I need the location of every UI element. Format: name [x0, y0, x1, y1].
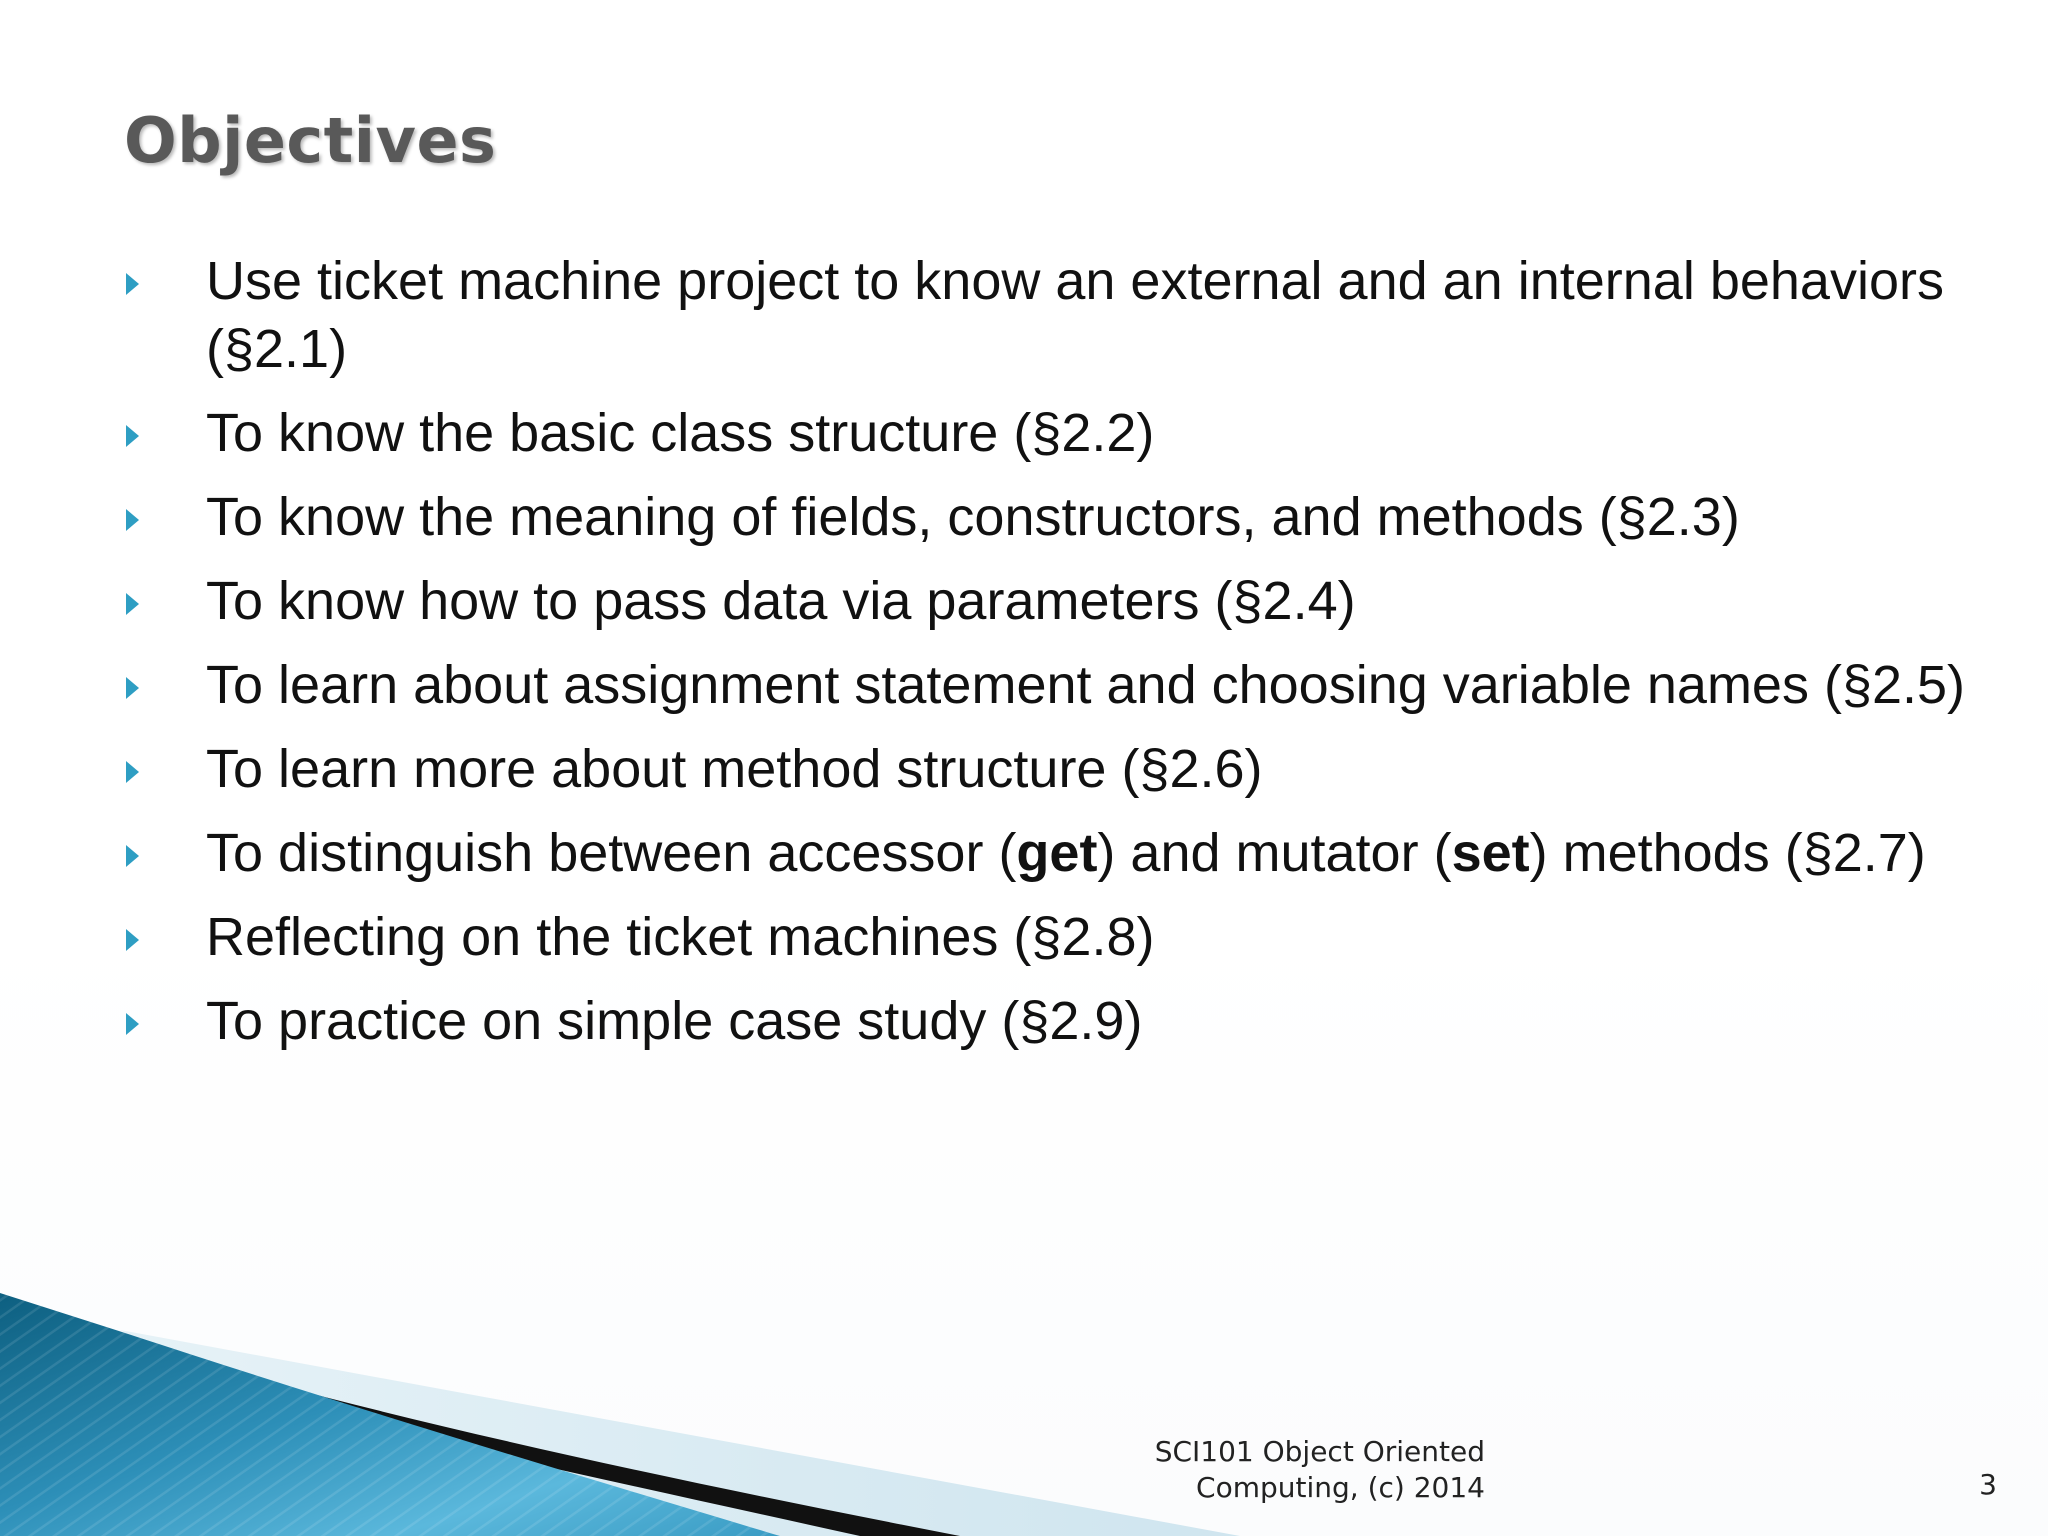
text-run: ) and mutator (: [1097, 823, 1452, 883]
triangle-right-icon: [126, 903, 206, 971]
text-run: ) methods (§2.7): [1529, 823, 1926, 883]
bullet-text: [206, 987, 1976, 1055]
list-item: [126, 483, 1976, 551]
list-item: [126, 247, 1976, 383]
footer-line-1: SCI101 Object Oriented: [1154, 1435, 1485, 1468]
text-run: Use ticket machine project to know an external and an internal behaviors (§2.1): [206, 251, 1944, 379]
text-run: To learn more about method structure (§2.6): [206, 739, 1263, 799]
list-item: [126, 987, 1976, 1055]
triangle-right-icon: [126, 987, 206, 1055]
text-run: To know the basic class structure (§2.2): [206, 403, 1155, 463]
triangle-right-icon: [126, 735, 206, 803]
list-item: [126, 567, 1976, 635]
bullet-text: [206, 651, 1976, 719]
list-item: [126, 399, 1976, 467]
objectives-list: [126, 247, 1976, 1071]
bullet-text: [206, 247, 1976, 383]
text-run: To know the meaning of fields, constructors, and methods (§2.3): [206, 487, 1740, 547]
text-run: To learn about assignment statement and choosing variable names (§2.5): [206, 655, 1966, 715]
page-number: 3: [1979, 1468, 1997, 1501]
bullet-text: [206, 399, 1976, 467]
bold-keyword: get: [1016, 823, 1098, 883]
footer-course-label: [1155, 1434, 1485, 1506]
triangle-right-icon: [126, 247, 206, 315]
list-item: [126, 819, 1976, 887]
text-run: Reflecting on the ticket machines (§2.8): [206, 907, 1155, 967]
triangle-right-icon: [126, 651, 206, 719]
bullet-text: [206, 483, 1976, 551]
triangle-right-icon: [126, 483, 206, 551]
text-run: To distinguish between accessor (: [206, 823, 1017, 883]
list-item: [126, 651, 1976, 719]
triangle-right-icon: [126, 399, 206, 467]
text-run: To practice on simple case study (§2.9): [206, 991, 1143, 1051]
list-item: [126, 735, 1976, 803]
bullet-text: [206, 819, 1976, 887]
bullet-text: [206, 903, 1976, 971]
list-item: [126, 903, 1976, 971]
text-run: To know how to pass data via parameters (§2.4): [206, 571, 1356, 631]
bullet-text: [206, 735, 1976, 803]
triangle-right-icon: [126, 567, 206, 635]
bold-keyword: set: [1451, 823, 1530, 883]
triangle-right-icon: [126, 819, 206, 887]
slide-title: Objectives: [124, 104, 497, 177]
footer-line-2: Computing, (c) 2014: [1196, 1471, 1485, 1504]
bullet-text: [206, 567, 1976, 635]
